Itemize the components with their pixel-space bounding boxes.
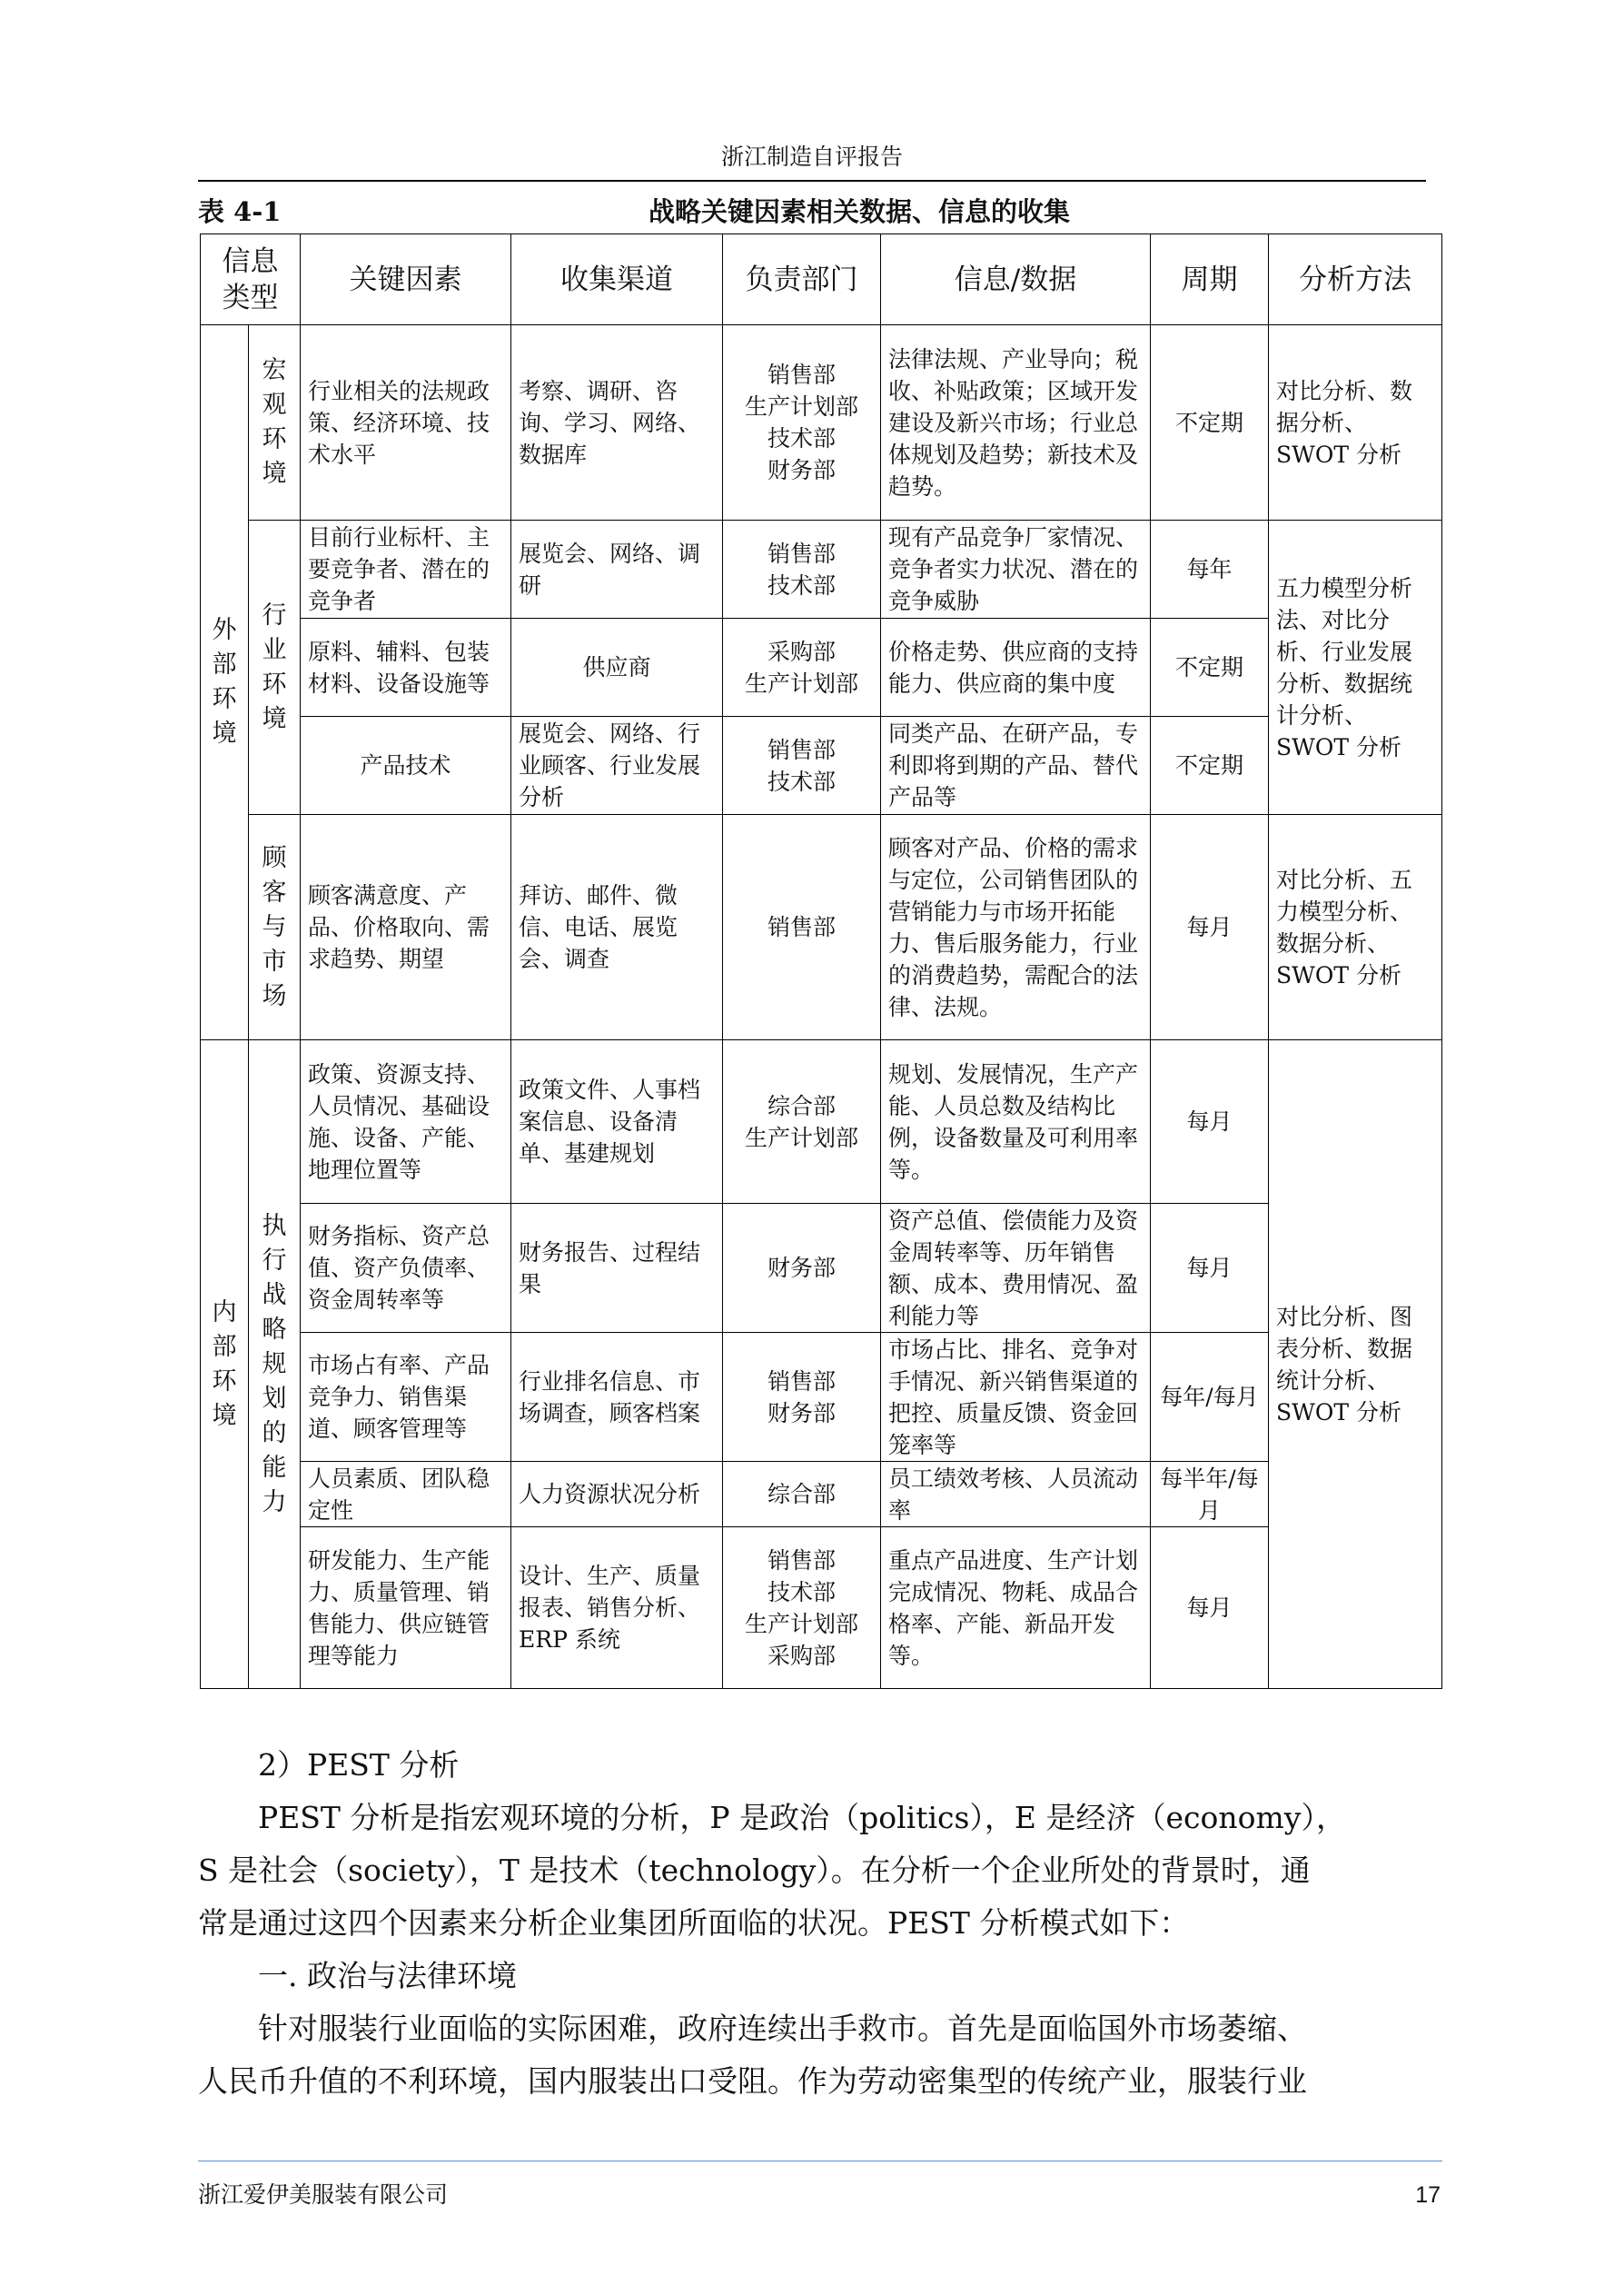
col-header-key-factor: 关键因素 xyxy=(301,234,511,325)
cell-channel: 人力资源状况分析 xyxy=(511,1462,723,1527)
table-row xyxy=(201,1040,1442,1204)
cell-dept: 采购部 生产计划部 xyxy=(723,619,881,717)
strategy-factor-table xyxy=(200,233,1442,1689)
cell-info: 规划、发展情况，生产产能、人员总数及结构比例，设备数量及可利用率等。 xyxy=(881,1040,1151,1204)
paragraph-line: 人民币升值的不利环境，国内服装出口受阻。作为劳动密集型的传统产业，服装行业 xyxy=(198,2063,1307,2099)
table-row xyxy=(201,815,1442,1040)
cell-channel: 展览会、网络、调研 xyxy=(511,521,723,619)
cell-info: 同类产品、在研产品，专利即将到期的产品、替代产品等 xyxy=(881,717,1151,815)
cell-factor: 财务指标、资产总值、资产负债率、资金周转率等 xyxy=(301,1204,511,1333)
cell-period: 每年 xyxy=(1151,521,1269,619)
paragraph-line: PEST 分析是指宏观环境的分析，P 是政治（politics），E 是经济（economy）， xyxy=(258,1800,1346,1835)
cell-channel: 行业排名信息、市场调查，顾客档案 xyxy=(511,1333,723,1462)
table-row xyxy=(201,1527,1442,1689)
cell-channel: 供应商 xyxy=(511,619,723,717)
section-heading: 2）PEST 分析 xyxy=(258,1747,460,1783)
cell-factor: 顾客满意度、产品、价格取向、需求趋势、期望 xyxy=(301,815,511,1040)
cell-period: 不定期 xyxy=(1151,619,1269,717)
subgroup-label-industry: 行业环境 xyxy=(249,521,301,815)
cell-info: 资产总值、偿债能力及资金周转率等、历年销售额、成本、费用情况、盈利能力等 xyxy=(881,1204,1151,1333)
table-row xyxy=(201,717,1442,815)
cell-dept: 销售部 技术部 xyxy=(723,717,881,815)
cell-dept: 财务部 xyxy=(723,1204,881,1333)
table-row xyxy=(201,1204,1442,1333)
col-header-department: 负责部门 xyxy=(723,234,881,325)
group-label-external: 外部环境 xyxy=(201,325,249,1040)
cell-dept: 销售部 技术部 xyxy=(723,521,881,619)
cell-channel: 设计、生产、质量报表、销售分析、ERP 系统 xyxy=(511,1527,723,1689)
group-label-internal: 内部环境 xyxy=(201,1040,249,1689)
cell-dept: 综合部 生产计划部 xyxy=(723,1040,881,1204)
subgroup-label-capability: 执行战略规划的能力 xyxy=(249,1040,301,1689)
col-header-period: 周期 xyxy=(1151,234,1269,325)
cell-channel: 财务报告、过程结果 xyxy=(511,1204,723,1333)
col-header-method: 分析方法 xyxy=(1269,234,1442,325)
sub-heading: 一. 政治与法律环境 xyxy=(258,1958,517,1993)
col-header-info-data: 信息/数据 xyxy=(881,234,1151,325)
cell-factor: 产品技术 xyxy=(301,717,511,815)
cell-factor: 目前行业标杆、主要竞争者、潜在的竞争者 xyxy=(301,521,511,619)
table-row xyxy=(201,1462,1442,1527)
cell-factor: 行业相关的法规政策、经济环境、技术水平 xyxy=(301,325,511,521)
table-caption xyxy=(198,191,1442,233)
table-row xyxy=(201,521,1442,619)
cell-info: 现有产品竞争厂家情况、竞争者实力状况、潜在的竞争威胁 xyxy=(881,521,1151,619)
col-header-channel: 收集渠道 xyxy=(511,234,723,325)
header-rule xyxy=(198,180,1426,182)
cell-period: 不定期 xyxy=(1151,717,1269,815)
cell-period: 每年/每月 xyxy=(1151,1333,1269,1462)
cell-info: 价格走势、供应商的支持能力、供应商的集中度 xyxy=(881,619,1151,717)
cell-factor: 人员素质、团队稳定性 xyxy=(301,1462,511,1527)
table-number: 表 4-1 xyxy=(198,196,282,227)
paragraph-line: 针对服装行业面临的实际困难，政府连续出手救市。首先是面临国外市场萎缩、 xyxy=(258,2011,1307,2046)
cell-factor: 市场占有率、产品竞争力、销售渠道、顾客管理等 xyxy=(301,1333,511,1462)
subgroup-label-customer: 顾客与市场 xyxy=(249,815,301,1040)
cell-info: 法律法规、产业导向；税收、补贴政策；区域开发建设及新兴市场；行业总体规划及趋势；新技术及趋势。 xyxy=(881,325,1151,521)
subgroup-label-macro: 宏观环境 xyxy=(249,325,301,521)
cell-dept: 销售部 技术部 生产计划部 采购部 xyxy=(723,1527,881,1689)
cell-channel: 拜访、邮件、微信、电话、展览会、调查 xyxy=(511,815,723,1040)
footer-company: 浙江爱伊美服装有限公司 xyxy=(198,2181,449,2208)
col-header-info-type: 信息类型 xyxy=(201,234,301,325)
cell-info: 员工绩效考核、人员流动率 xyxy=(881,1462,1151,1527)
page-number: 17 xyxy=(1415,2182,1441,2208)
cell-period: 每月 xyxy=(1151,815,1269,1040)
table-row xyxy=(201,619,1442,717)
cell-info: 顾客对产品、价格的需求与定位，公司销售团队的营销能力与市场开拓能力、售后服务能力，行业的消费趋势，需配合的法律、法规。 xyxy=(881,815,1151,1040)
cell-factor: 研发能力、生产能力、质量管理、销售能力、供应链管理等能力 xyxy=(301,1527,511,1689)
cell-period: 不定期 xyxy=(1151,325,1269,521)
cell-dept: 综合部 xyxy=(723,1462,881,1527)
cell-info: 市场占比、排名、竞争对手情况、新兴销售渠道的把控、质量反馈、资金回笼率等 xyxy=(881,1333,1151,1462)
paragraph-line: S 是社会（society），T 是技术（technology）。在分析一个企业所处的背景时，通 xyxy=(198,1853,1311,1888)
cell-method: 对比分析、数据分析、SWOT 分析 xyxy=(1269,325,1442,521)
cell-period: 每半年/每月 xyxy=(1151,1462,1269,1527)
table-row xyxy=(201,325,1442,521)
cell-channel: 展览会、网络、行业顾客、行业发展分析 xyxy=(511,717,723,815)
paragraph-line: 常是通过这四个因素来分析企业集团所面临的状况。PEST 分析模式如下： xyxy=(198,1905,1190,1941)
cell-period: 每月 xyxy=(1151,1527,1269,1689)
cell-factor: 政策、资源支持、人员情况、基础设施、设备、产能、地理位置等 xyxy=(301,1040,511,1204)
table-row xyxy=(201,1333,1442,1462)
cell-info: 重点产品进度、生产计划完成情况、物耗、成品合格率、产能、新品开发等。 xyxy=(881,1527,1151,1689)
cell-factor: 原料、辅料、包装材料、设备设施等 xyxy=(301,619,511,717)
cell-dept: 销售部 生产计划部 技术部 财务部 xyxy=(723,325,881,521)
table-title: 战略关键因素相关数据、信息的收集 xyxy=(648,196,1070,227)
cell-channel: 政策文件、人事档案信息、设备清单、基建规划 xyxy=(511,1040,723,1204)
cell-period: 每月 xyxy=(1151,1204,1269,1333)
cell-period: 每月 xyxy=(1151,1040,1269,1204)
cell-channel: 考察、调研、咨询、学习、网络、数据库 xyxy=(511,325,723,521)
cell-method: 五力模型分析法、对比分析、行业发展分析、数据统计分析、SWOT 分析 xyxy=(1269,521,1442,815)
cell-dept: 销售部 财务部 xyxy=(723,1333,881,1462)
cell-method: 对比分析、五力模型分析、数据分析、SWOT 分析 xyxy=(1269,815,1442,1040)
cell-dept: 销售部 xyxy=(723,815,881,1040)
table-header-row xyxy=(201,234,1442,325)
running-header: 浙江制造自评报告 xyxy=(720,144,903,170)
cell-method: 对比分析、图表分析、数据统计分析、SWOT 分析 xyxy=(1269,1040,1442,1689)
